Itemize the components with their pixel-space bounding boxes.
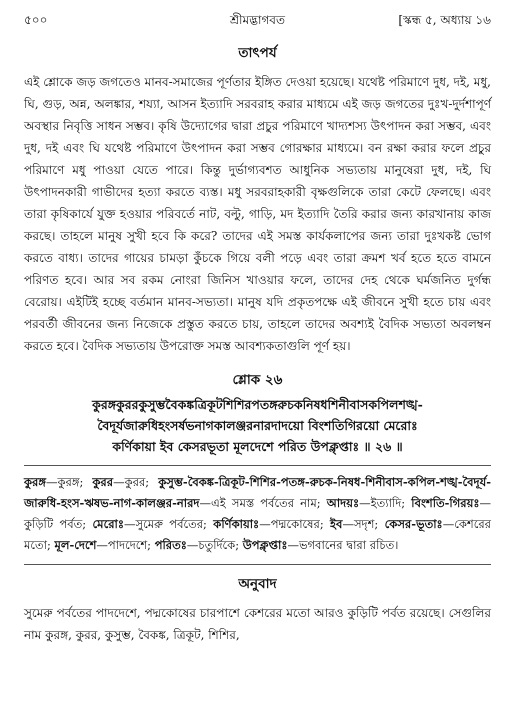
synonym-term: ইব [330,517,343,531]
synonym-meaning: কুরর; [124,475,159,489]
purport-heading: তাৎপর্য [238,45,277,61]
synonym-meaning: সুমেরু পর্বতের; [135,517,214,531]
synonym-meaning: কেশরের মতো; [24,517,491,552]
divider [24,564,491,565]
synonym-meaning: পাদদেশে; [107,538,155,552]
book-title: শ্রীমদ্ভাগবত [229,13,285,27]
synonym-term: কুসুম্ভ-বৈকঙ্ক-ত্রিকূট-শিশির-পতঙ্গ-রুচক-নিষধ-শিনীবাস-কপিল-শঙ্খ-বৈদূর্য-জারুধি-হংস-ঋষভ-নাগ-কালঞ্জর-নারদ [24,475,491,510]
synonym-term: কর্ণিকায়াঃ [213,517,260,531]
synonym-term: মূল-দেশে [54,538,97,552]
synonym-term: কুরর [92,475,114,489]
synonym-term: আদয়ঃ [326,496,360,510]
synonym-term: উপক্লৃপ্তাঃ [242,538,288,552]
synonym-meaning: পদ্মকোষের; [270,517,331,531]
verse-line: কুরঙ্গকুররকুসুম্ভবৈকঙ্কত্রিকূটশিশিরপতঙ্গরুচকনিষধশিনীবাসকপিলশঙ্খ- [92,397,423,412]
synonym-term: বিংশতি-গিরয়ঃ [411,496,480,510]
divider [24,465,491,466]
synonym-meaning: এই সমস্ত পর্বতের নাম; [210,496,327,510]
verse-title: শ্লোক ২৬ [232,372,283,388]
synonym-meaning: ভগবানের দ্বারা রচিত। [298,538,399,552]
verse-line: বৈদূর্যজারুধিহংসর্ষভনাগকালঞ্জরনারদাদয়ো বিংশতিগিরয়ো মেরোঃ [97,418,418,433]
synonym-term: মেরোঃ [92,517,124,531]
verse-line: কর্ণিকায়া ইব কেসরভূতা মূলদেশে পরিত উপক্লৃপ্তাঃ ॥ ২৬ ॥ [112,439,403,454]
synonym-meaning: কুরঙ্গ; [57,475,93,489]
synonym-meaning: কুড়িটি পর্বত; [24,517,93,531]
translation-text: সুমেরু পর্বতের পাদদেশে, পদ্মকোষের চারপাশে কেশরের মতো আরও কুড়িটি পর্বত রয়েছে। সেগুলির নাম কুরঙ্গ, কুরর, কুসুম্ভ, বৈকঙ্ক, ত্রিকূট, শিশির, [24,606,491,642]
purport-text: এই শ্লোকে জড় জগতেও মানব-সমাজের পূর্ণতার ইঙ্গিত দেওয়া হয়েছে। যথেষ্ট পরিমাণে দুধ, দই, মধু, ঘি, গুড়, অন্ন, অলঙ্কার, শয্যা, আসন ইত্যাদি সরবরাহ করার মাধ্যমে এই জড় জগতের দুঃখ-দুর্দশাপূর্ণ অবস্থার নিবৃত্তি সাধন সম্ভব। কৃষি উদ্যোগের দ্বারা প্রচুর পরিমাণে খাদ্যশস্য উৎপাদন করা সম্ভব, এবং দুধ, দই এবং ঘি যথেষ্ট পরিমাণে উৎপাদন করা সম্ভব গোরক্ষার মাধ্যমে। বন রক্ষা করার ফলে প্রচুর পরিমাণে মধু পাওয়া যেতে পারে। কিন্তু দুর্ভাগ্যবশত আধুনিক সভ্যতায় মানুষেরা দুধ, দই, ঘি উৎপাদনকারী গাভীদের হত্যা করতে ব্যস্ত। মধু সরবরাহকারী বৃক্ষগুলিকে তারা কেটে ফেলছে। এবং তারা কৃষিকার্যে যুক্ত হওয়ার পরিবর্তে নাট, বল্টু, গাড়ি, মদ ইত্যাদি তৈরি করার জন্য কারখানায় কাজ করছে। তাহলে মানুষ সুখী হবে কি করে? তাদের এই সমস্ত কার্যকলাপের জন্য তারা দুঃখকষ্ট ভোগ করতে বাধ্য। তাদের গায়ের চামড়া কুঁচকে গিয়ে বলী পড়ে এবং তারা ক্রমশ খর্ব হতে হতে বামনে পরিণত হবে। আর সব রকম নোংরা জিনিস খাওয়ার ফলে, তাদের দেহ থেকে ঘর্মজনিত দুর্গন্ধ বেরোয়। এইটিই হচ্ছে বর্তমান মানব-সভ্যতা। মানুষ যদি প্রকৃতপক্ষে এই জীবনে সুখী হতে চায় এবং পরবর্তী জীবনের জন্য নিজেকে প্রস্তুত করতে চায়, তাহলে তাদের অবশ্যই বৈদিক সভ্যতা অবলম্বন করতে হবে। বৈদিক সভ্যতায় উপরোক্ত সমস্ত আবশ্যকতাগুলি পূর্ণ হয়। [24,75,491,353]
synonym-meaning: ইত্যাদি; [370,496,412,510]
synonym-term: পরিতঃ [154,538,187,552]
synonyms-block: কুরঙ্গ—কুরঙ্গ; কুরর—কুরর; কুসুম্ভ-বৈকঙ্ক-ত্রিকূট-শিশির-পতঙ্গ-রুচক-নিষধ-শিনীবাস-কপিল-শঙ্খ-বৈদূর্য-জারুধি-হংস-ঋষভ-নাগ-কালঞ্জর-নারদ—এই সমস্ত পর্বতের নাম; আদয়ঃ—ইত্যাদি; বিংশতি-গিরয়ঃ—কুড়িটি পর্বত; মেরোঃ—সুমেরু পর্বতের; কর্ণিকায়াঃ—পদ্মকোষের; ইব—সদৃশ; কেসর-ভূতাঃ—কেশরের মতো; মূল-দেশে—পাদদেশে; পরিতঃ—চতুর্দিকে; উপক্লৃপ্তাঃ—ভগবানের দ্বারা রচিত। [24,475,491,552]
synonym-term: কুরঙ্গ [24,475,46,489]
synonym-meaning: সদৃশ; [353,517,385,531]
page-number: ৫০০ [24,13,48,27]
synonym-meaning: চতুর্দিকে; [198,538,243,552]
synonym-term: কেসর-ভূতাঃ [384,517,443,531]
page-header [24,0,491,34]
chapter-reference: [স্কন্ধ ৫, অধ্যায় ১৬ [398,13,491,27]
translation-heading: অনুবাদ [238,576,277,592]
